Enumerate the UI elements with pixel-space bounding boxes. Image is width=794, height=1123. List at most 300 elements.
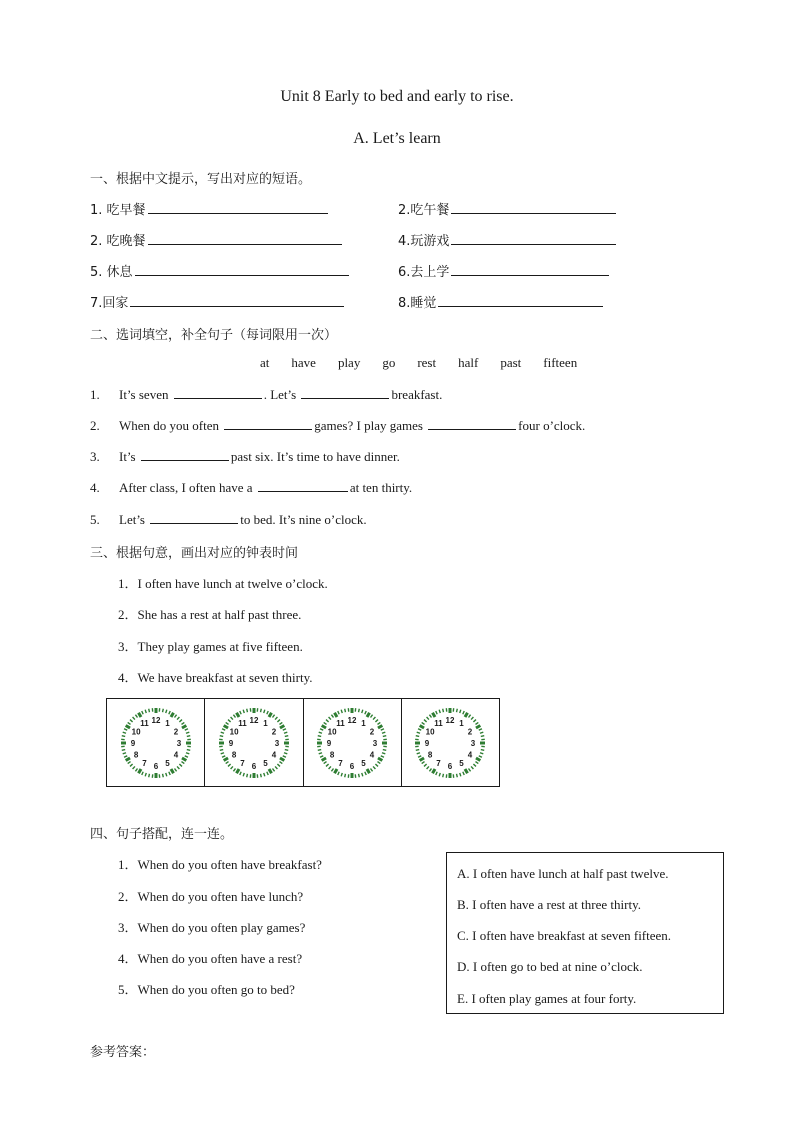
fill-question: 5. Let’s to bed. It’s nine o’clock.	[90, 512, 367, 527]
clock-number: 5	[164, 758, 170, 768]
clock-number: 12	[249, 715, 259, 725]
hour-tick	[465, 712, 468, 716]
minute-tick	[329, 766, 331, 769]
clock-number: 2	[271, 727, 277, 736]
hour-tick	[476, 758, 480, 761]
minute-tick	[418, 755, 421, 756]
minute-tick	[320, 755, 323, 756]
clock-sentence: 1．I often have lunch at twelve o’clock.	[118, 576, 328, 591]
minute-tick	[319, 732, 322, 733]
clock-number: 3	[372, 738, 378, 748]
match-question[interactable]: 4．When do you often have a rest?	[118, 951, 303, 966]
minute-tick	[275, 716, 277, 719]
minute-tick	[267, 711, 268, 714]
clock-strip	[106, 698, 500, 787]
clock-number: 5	[263, 758, 268, 768]
clock-number: 9	[425, 738, 430, 748]
minute-tick	[272, 768, 274, 771]
minute-tick	[481, 735, 484, 736]
minute-tick	[338, 711, 339, 714]
minute-tick	[247, 773, 248, 776]
minute-tick	[132, 716, 134, 719]
clock-number: 10	[131, 727, 141, 736]
answer-blank[interactable]	[148, 232, 342, 245]
minute-tick	[124, 755, 127, 756]
section-2-heading: 二、选词填空，补全句子（每词限用一次）	[90, 328, 338, 343]
minute-tick	[267, 771, 268, 774]
minute-tick	[443, 708, 444, 711]
minute-tick	[382, 732, 385, 733]
minute-tick	[222, 755, 225, 756]
clock-number: 4	[271, 750, 277, 759]
clock-number: 1	[361, 718, 366, 728]
minute-tick	[179, 719, 182, 721]
clock-number: 8	[133, 750, 138, 759]
answer-blank[interactable]	[141, 448, 229, 461]
match-answer[interactable]: D. I often go to bed at nine o’clock.	[457, 959, 643, 974]
minute-tick	[332, 768, 334, 771]
answer-blank[interactable]	[224, 417, 312, 430]
hour-tick	[335, 712, 338, 716]
clock-number: 12	[445, 715, 455, 725]
minute-tick	[424, 719, 427, 721]
minute-tick	[362, 709, 363, 712]
clock-number: 4	[468, 750, 473, 759]
minute-tick	[457, 773, 458, 776]
minute-tick	[480, 752, 483, 753]
answer-options-box	[446, 852, 724, 1014]
minute-tick	[221, 732, 224, 733]
answer-blank[interactable]	[174, 386, 262, 399]
minute-tick	[378, 722, 381, 724]
phrase-item: 6.去上学	[398, 261, 611, 280]
minute-tick	[480, 732, 483, 733]
minute-tick	[417, 752, 420, 753]
minute-tick	[240, 771, 241, 774]
hour-tick	[280, 758, 284, 761]
answer-blank[interactable]	[135, 263, 349, 276]
minute-tick	[417, 732, 420, 733]
minute-tick	[416, 735, 419, 736]
phrase-item: 8.睡觉	[398, 292, 605, 311]
minute-tick	[382, 752, 385, 753]
minute-tick	[141, 771, 142, 774]
clock-sentence: 4．We have breakfast at seven thirty.	[118, 670, 313, 685]
minute-tick	[418, 728, 421, 729]
minute-tick	[230, 716, 232, 719]
hour-tick	[476, 725, 480, 728]
answer-blank[interactable]	[258, 479, 348, 492]
clock-number: 6	[448, 761, 453, 771]
minute-tick	[277, 764, 280, 766]
minute-tick	[362, 772, 363, 775]
minute-tick	[233, 768, 235, 771]
minute-tick	[277, 719, 280, 721]
minute-tick	[471, 716, 473, 719]
hour-tick	[378, 758, 382, 761]
hour-tick	[171, 768, 174, 772]
minute-tick	[243, 772, 244, 775]
minute-tick	[463, 771, 464, 774]
fill-question: 1. It’s seven . Let’s breakfast.	[90, 387, 443, 402]
minute-tick	[469, 768, 471, 771]
minute-tick	[416, 749, 419, 750]
hour-tick	[367, 768, 370, 772]
minute-tick	[221, 752, 224, 753]
clock-sentence: 2．She has a rest at half past three.	[118, 607, 302, 622]
clock-number: 7	[436, 758, 442, 768]
minute-tick	[226, 761, 229, 763]
minute-tick	[230, 766, 232, 769]
minute-tick	[457, 708, 458, 711]
clock-face-icon	[410, 703, 490, 783]
minute-tick	[329, 716, 331, 719]
answer-blank[interactable]	[451, 232, 616, 245]
minute-tick	[228, 764, 231, 766]
minute-tick	[381, 755, 384, 756]
phrase-item: 1. 吃早餐	[90, 199, 330, 218]
minute-tick	[469, 714, 471, 717]
clock-number: 6	[251, 761, 257, 771]
clock-number: 1	[263, 718, 268, 728]
clock-number: 8	[329, 750, 335, 759]
minute-tick	[320, 728, 323, 729]
minute-tick	[184, 755, 187, 756]
phrase-item: 2. 吃晚餐	[90, 230, 344, 249]
minute-tick	[324, 722, 327, 724]
minute-tick	[474, 764, 477, 766]
hour-tick	[378, 725, 382, 728]
match-question[interactable]: 3．When do you often play games?	[118, 920, 306, 935]
minute-tick	[373, 766, 375, 769]
minute-tick	[476, 722, 479, 724]
minute-tick	[476, 761, 479, 763]
minute-tick	[148, 773, 149, 776]
minute-tick	[471, 766, 473, 769]
minute-tick	[324, 761, 327, 763]
minute-tick	[165, 772, 166, 775]
minute-tick	[226, 722, 229, 724]
minute-tick	[145, 772, 146, 775]
clock-number: 8	[428, 750, 433, 759]
hour-tick	[236, 768, 239, 772]
word-bank-item: at	[260, 355, 270, 370]
minute-tick	[264, 772, 265, 775]
match-answer[interactable]: B. I often have a rest at three thirty.	[457, 897, 641, 912]
clock-number: 1	[459, 718, 465, 728]
word-bank	[260, 355, 599, 371]
minute-tick	[376, 764, 379, 766]
minute-tick	[177, 716, 179, 719]
minute-tick	[424, 764, 427, 766]
hour-tick	[269, 768, 272, 772]
minute-tick	[145, 709, 146, 712]
minute-tick	[228, 719, 231, 721]
match-answer[interactable]: C. I often have breakfast at seven fifteen.	[457, 928, 672, 943]
clock-number: 7	[240, 758, 245, 768]
minute-tick	[181, 722, 184, 724]
hour-tick	[125, 725, 129, 728]
minute-tick	[332, 714, 334, 717]
phrase-item: 5. 休息	[90, 261, 351, 280]
clock-number: 5	[361, 758, 366, 768]
minute-tick	[359, 773, 360, 776]
match-question[interactable]: 1．When do you often have breakfast?	[118, 857, 322, 872]
match-question[interactable]: 5．When do you often go to bed?	[118, 982, 295, 997]
clock-number: 10	[229, 727, 239, 736]
minute-tick	[378, 761, 381, 763]
minute-tick	[264, 709, 265, 712]
minute-tick	[220, 735, 223, 736]
minute-tick	[186, 735, 189, 736]
minute-tick	[326, 719, 329, 721]
minute-tick	[174, 714, 176, 717]
minute-tick	[440, 772, 441, 775]
minute-tick	[427, 766, 429, 769]
hour-tick	[433, 768, 436, 772]
hour-tick	[138, 712, 141, 716]
answer-blank[interactable]	[150, 511, 238, 524]
section-1-heading: 一、根据中文提示，写出对应的短语。	[90, 172, 312, 187]
minute-tick	[365, 711, 366, 714]
hour-tick	[171, 712, 174, 716]
clock-number: 2	[173, 727, 178, 736]
clock-face-icon	[214, 703, 294, 783]
minute-tick	[135, 768, 137, 771]
clock-number: 2	[369, 727, 375, 736]
answer-blank[interactable]	[438, 294, 603, 307]
minute-tick	[121, 749, 124, 750]
word-bank-item: fifteen	[543, 355, 578, 370]
minute-tick	[135, 714, 137, 717]
phrase-item: 7.回家	[90, 292, 346, 311]
word-bank-item: play	[337, 355, 361, 370]
clock-number: 11	[139, 718, 149, 728]
answer-key-label: 参考答案：	[90, 1045, 156, 1060]
hour-tick	[182, 725, 186, 728]
minute-tick	[168, 771, 169, 774]
clock-number: 5	[459, 758, 465, 768]
word-bank-item: half	[458, 355, 479, 370]
minute-tick	[130, 764, 133, 766]
answer-blank[interactable]	[428, 417, 516, 430]
minute-tick	[148, 708, 149, 711]
fill-question: 3. It’s past six. It’s time to have dinner.	[90, 449, 400, 464]
minute-tick	[430, 714, 432, 717]
minute-tick	[383, 749, 386, 750]
word-bank-item: go	[382, 355, 396, 370]
minute-tick	[284, 752, 287, 753]
answer-blank[interactable]	[451, 201, 616, 214]
minute-tick	[260, 773, 261, 776]
minute-tick	[460, 709, 461, 712]
clock-number: 4	[173, 750, 178, 759]
section-4-heading: 四、句子搭配，连一连。	[90, 827, 234, 842]
clock-number: 11	[434, 718, 444, 728]
page-subtitle: A. Let’s learn	[353, 130, 441, 147]
match-answer[interactable]: A. I often have lunch at half past twelve.	[457, 866, 669, 881]
minute-tick	[121, 735, 124, 736]
minute-tick	[283, 755, 286, 756]
clock-number: 6	[349, 761, 355, 771]
minute-tick	[122, 752, 125, 753]
clock-face-icon	[312, 703, 392, 783]
minute-tick	[474, 719, 477, 721]
minute-tick	[479, 728, 482, 729]
minute-tick	[326, 764, 329, 766]
minute-tick	[220, 749, 223, 750]
minute-tick	[247, 708, 248, 711]
clock-number: 12	[347, 715, 357, 725]
word-bank-item: have	[291, 355, 316, 370]
clock-cell[interactable]	[107, 699, 205, 786]
clock-number: 10	[327, 727, 337, 736]
clock-number: 8	[231, 750, 237, 759]
hour-tick	[367, 712, 370, 716]
clock-number: 12	[151, 715, 161, 725]
match-answer[interactable]: E. I often play games at four forty.	[457, 991, 637, 1006]
minute-tick	[460, 772, 461, 775]
minute-tick	[285, 735, 288, 736]
clock-number: 7	[338, 758, 343, 768]
hour-tick	[420, 725, 424, 728]
minute-tick	[275, 766, 277, 769]
minute-tick	[422, 761, 425, 763]
section-3-heading: 三、根据句意，画出对应的钟表时间	[90, 546, 299, 561]
minute-tick	[186, 749, 189, 750]
minute-tick	[181, 761, 184, 763]
minute-tick	[338, 771, 339, 774]
minute-tick	[260, 708, 261, 711]
hour-tick	[322, 758, 326, 761]
minute-tick	[162, 773, 163, 776]
match-question[interactable]: 2．When do you often have lunch?	[118, 889, 304, 904]
minute-tick	[345, 708, 346, 711]
minute-tick	[240, 711, 241, 714]
minute-tick	[318, 735, 321, 736]
minute-tick	[318, 749, 321, 750]
minute-tick	[284, 732, 287, 733]
hour-tick	[182, 758, 186, 761]
hour-tick	[280, 725, 284, 728]
clock-number: 2	[468, 727, 473, 736]
minute-tick	[272, 714, 274, 717]
minute-tick	[222, 728, 225, 729]
hour-tick	[465, 768, 468, 772]
minute-tick	[127, 761, 130, 763]
minute-tick	[283, 728, 286, 729]
minute-tick	[186, 752, 189, 753]
minute-tick	[243, 709, 244, 712]
minute-tick	[345, 773, 346, 776]
minute-tick	[481, 749, 484, 750]
clock-number: 9	[130, 738, 135, 748]
minute-tick	[165, 709, 166, 712]
phrase-item: 4.玩游戏	[398, 230, 618, 249]
minute-tick	[341, 709, 342, 712]
clock-number: 3	[471, 738, 476, 748]
word-bank-item: past	[500, 355, 522, 370]
word-bank-item: rest	[417, 355, 437, 370]
clock-sentence: 3．They play games at five fifteen.	[118, 639, 303, 654]
minute-tick	[443, 773, 444, 776]
hour-tick	[335, 768, 338, 772]
minute-tick	[186, 732, 189, 733]
hour-tick	[138, 768, 141, 772]
minute-tick	[436, 771, 437, 774]
clock-number: 6	[153, 761, 158, 771]
minute-tick	[168, 711, 169, 714]
minute-tick	[233, 714, 235, 717]
clock-cell[interactable]	[205, 699, 303, 786]
answer-blank[interactable]	[301, 386, 389, 399]
minute-tick	[479, 755, 482, 756]
clock-cell[interactable]	[304, 699, 402, 786]
answer-blank[interactable]	[451, 263, 609, 276]
answer-blank[interactable]	[148, 201, 328, 214]
hour-tick	[420, 758, 424, 761]
minute-tick	[285, 749, 288, 750]
minute-tick	[132, 766, 134, 769]
clock-number: 4	[369, 750, 375, 759]
minute-tick	[279, 761, 282, 763]
minute-tick	[177, 766, 179, 769]
fill-question: 4. After class, I often have a at ten thirty.	[90, 480, 413, 495]
minute-tick	[127, 722, 130, 724]
clock-number: 9	[228, 738, 234, 748]
minute-tick	[359, 708, 360, 711]
hour-tick	[322, 725, 326, 728]
hour-tick	[224, 758, 228, 761]
minute-tick	[122, 732, 125, 733]
minute-tick	[436, 711, 437, 714]
clock-number: 11	[238, 718, 247, 728]
minute-tick	[319, 752, 322, 753]
minute-tick	[383, 735, 386, 736]
minute-tick	[463, 711, 464, 714]
minute-tick	[371, 714, 373, 717]
minute-tick	[184, 728, 187, 729]
clock-number: 10	[426, 727, 435, 736]
minute-tick	[341, 772, 342, 775]
hour-tick	[433, 712, 436, 716]
minute-tick	[130, 719, 133, 721]
clock-face-icon	[116, 703, 196, 783]
hour-tick	[269, 712, 272, 716]
minute-tick	[440, 709, 441, 712]
hour-tick	[236, 712, 239, 716]
clock-number: 11	[336, 718, 345, 728]
minute-tick	[427, 716, 429, 719]
minute-tick	[141, 711, 142, 714]
minute-tick	[174, 768, 176, 771]
minute-tick	[162, 708, 163, 711]
minute-tick	[422, 722, 425, 724]
hour-tick	[125, 758, 129, 761]
minute-tick	[179, 764, 182, 766]
clock-number: 3	[176, 738, 181, 748]
clock-number: 9	[326, 738, 332, 748]
minute-tick	[371, 768, 373, 771]
minute-tick	[124, 728, 127, 729]
answer-blank[interactable]	[130, 294, 344, 307]
clock-cell[interactable]	[402, 699, 499, 786]
minute-tick	[365, 771, 366, 774]
minute-tick	[279, 722, 282, 724]
minute-tick	[381, 728, 384, 729]
minute-tick	[373, 716, 375, 719]
page-title: Unit 8 Early to bed and early to rise.	[280, 88, 514, 105]
